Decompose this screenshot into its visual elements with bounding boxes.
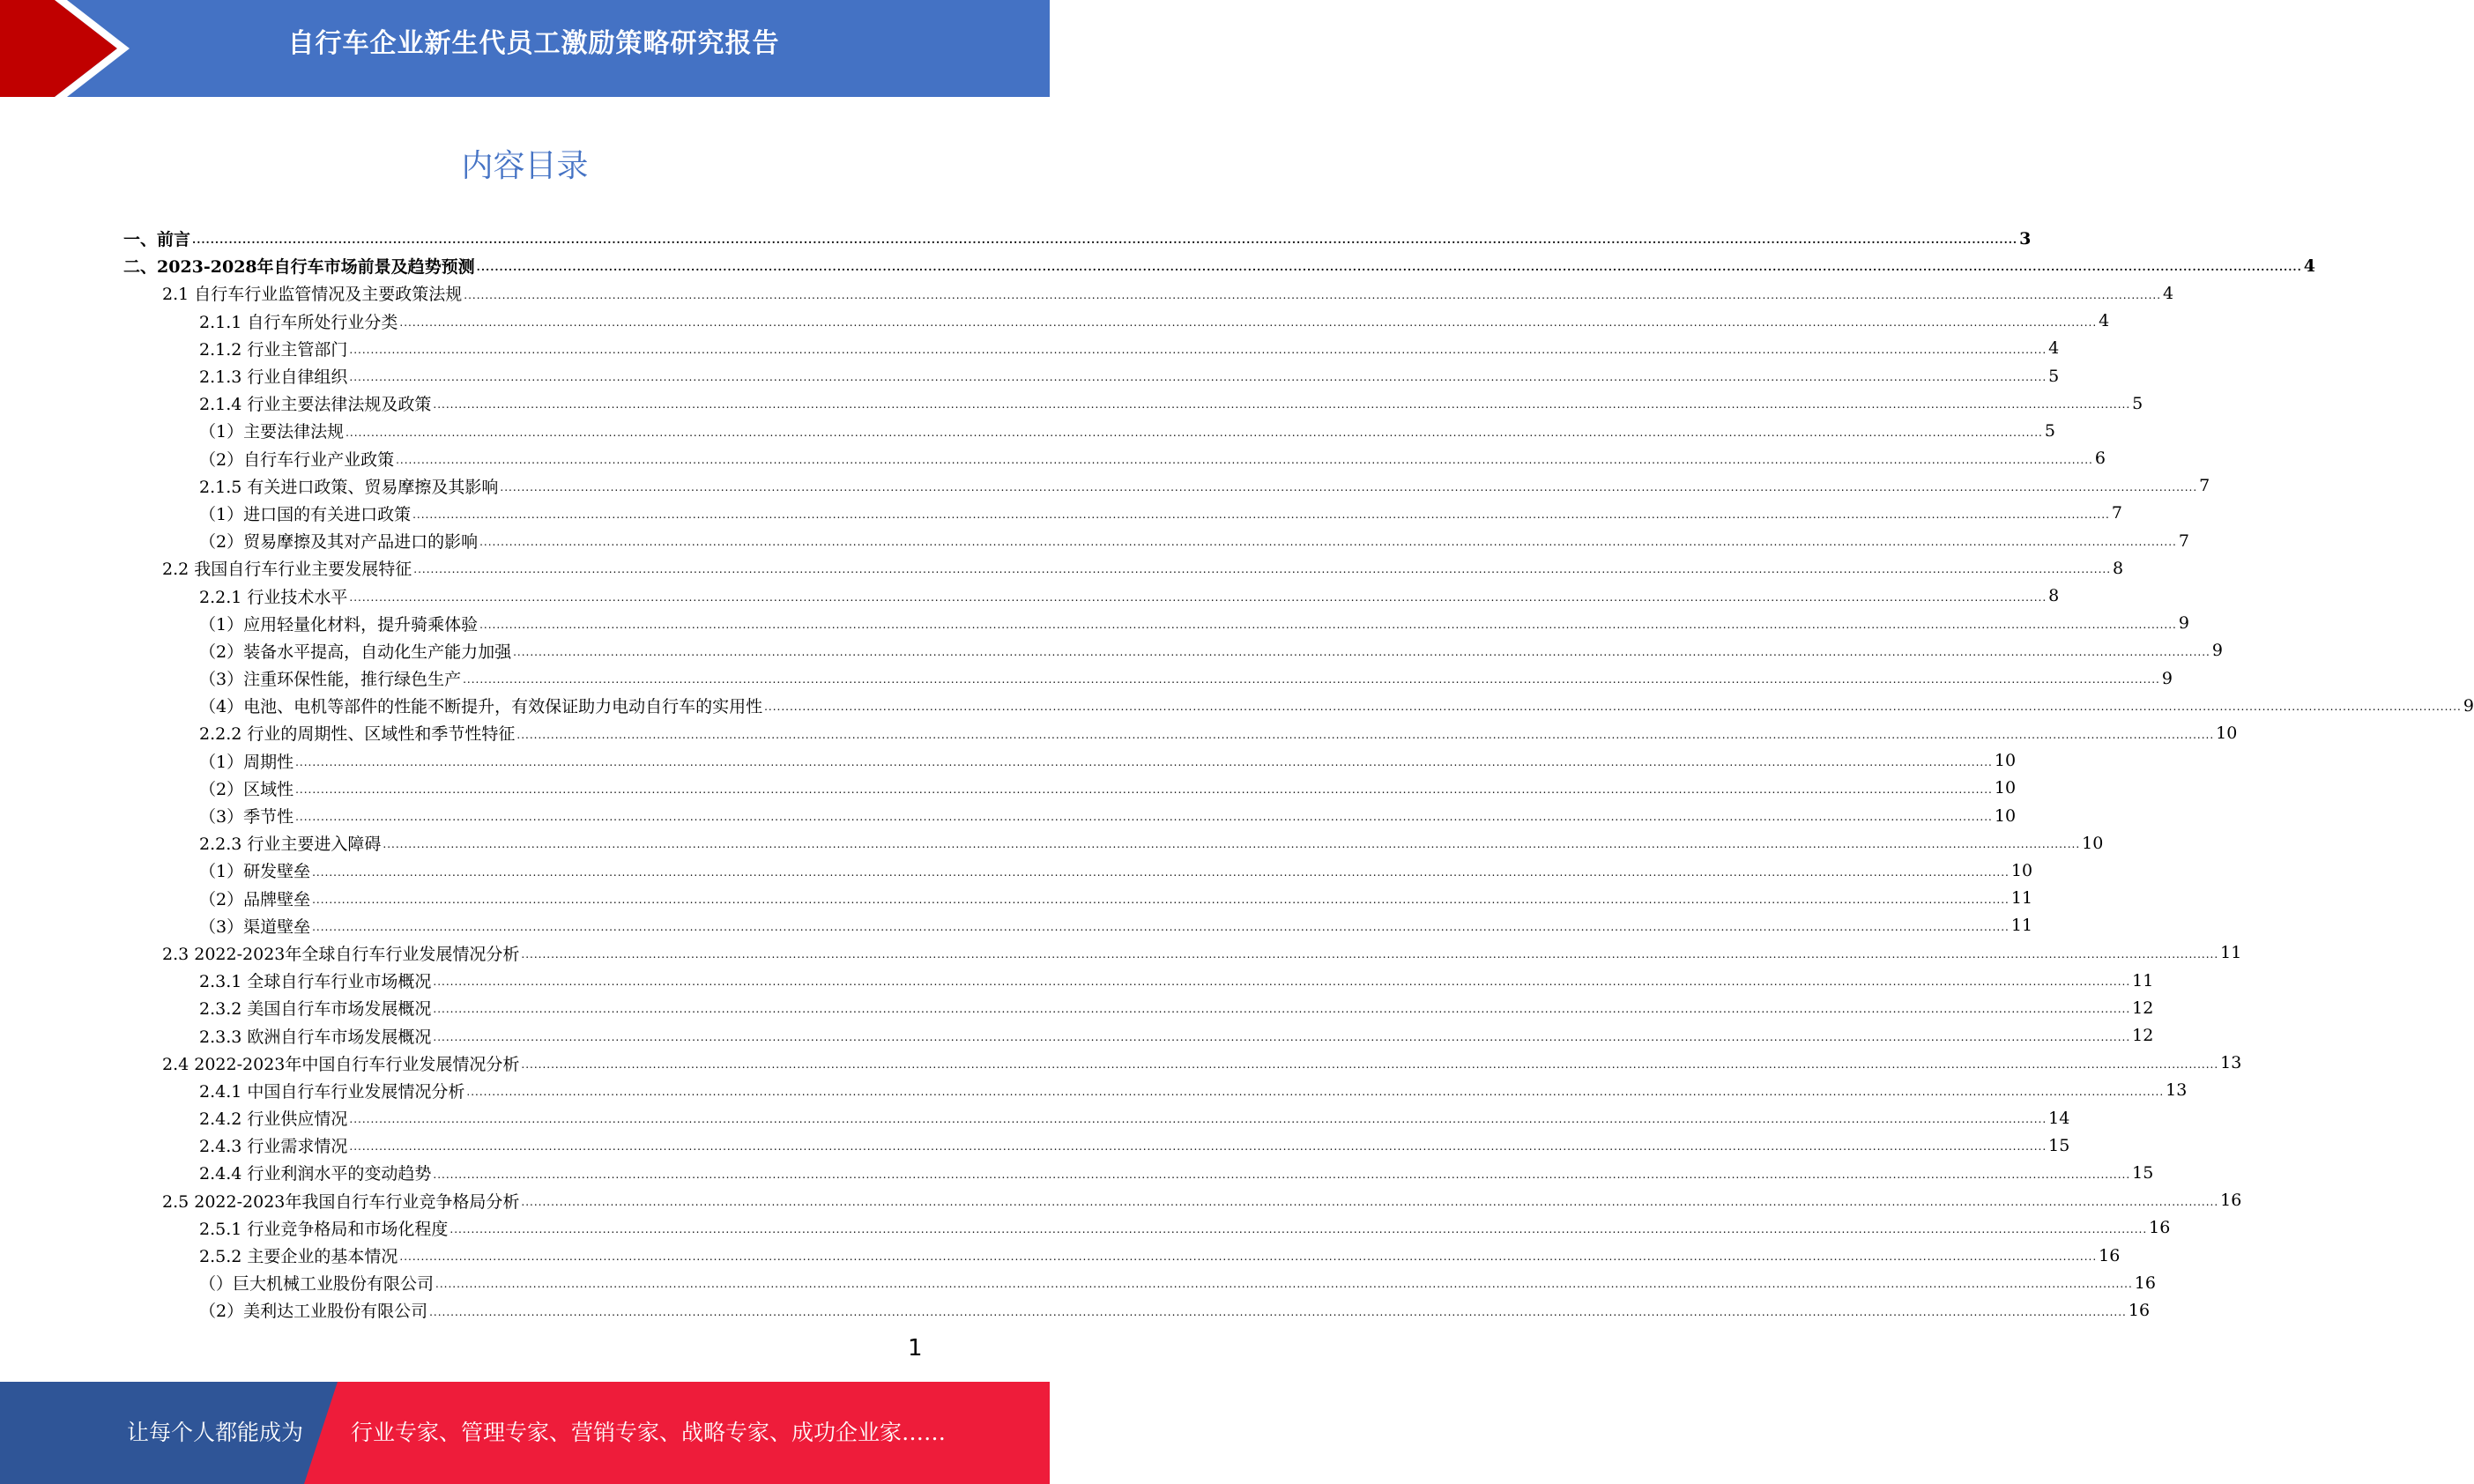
- toc-entry-title: 2.5.1 行业竞争格局和市场化程度: [199, 1219, 449, 1239]
- toc-entry[interactable]: [123, 802, 2017, 829]
- toc-heading: 内容目录: [461, 148, 589, 184]
- toc-entry-page: 16: [2128, 1300, 2151, 1320]
- toc-dot-leader: ................................................................................................................................................................................................................................................................................................................................................................................................................: [396, 453, 2093, 466]
- toc-entry-title: （）巨大机械工业股份有限公司: [199, 1274, 435, 1295]
- toc-entry-page: 3: [2019, 228, 2032, 249]
- toc-entry-page: 16: [2134, 1273, 2156, 1293]
- toc-dot-leader: ................................................................................................................................................................................................................................................................................................................................................................................................................: [349, 371, 2047, 384]
- toc-entry-title: 2.1.2 行业主管部门: [199, 339, 348, 360]
- toc-entry-title: 一、前言: [123, 230, 191, 250]
- toc-entry-page: 9: [2211, 641, 2223, 661]
- page-number: 1: [908, 1335, 923, 1362]
- toc-entry-page: 13: [2166, 1080, 2188, 1101]
- toc-entry-title: （1）进口国的有关进口政策: [199, 504, 412, 524]
- toc-dot-leader: ................................................................................................................................................................................................................................................................................................................................................................................................................: [295, 783, 1993, 796]
- toc-entry[interactable]: [123, 1132, 2070, 1159]
- toc-entry[interactable]: [123, 472, 2210, 500]
- footer-slogan-left: 让每个人都能成为: [127, 1420, 304, 1445]
- toc-entry-title: 2.2 我国自行车行业主要发展特征: [162, 560, 412, 580]
- toc-entry[interactable]: [123, 637, 2223, 664]
- toc-entry-page: 16: [2099, 1245, 2121, 1265]
- toc-entry-title: 2.3.2 美国自行车市场发展概况: [199, 999, 432, 1020]
- toc-entry-title: 2.1.3 行业自律组织: [199, 367, 348, 388]
- toc-entry-page: 12: [2132, 1026, 2154, 1046]
- toc-dot-leader: ................................................................................................................................................................................................................................................................................................................................................................................................................: [192, 234, 2018, 247]
- table-of-contents: [123, 225, 2474, 1324]
- toc-entry-page: 8: [2113, 558, 2124, 578]
- toc-entry-title: 2.1 自行车行业监管情况及主要政策法规: [162, 285, 463, 305]
- toc-entry[interactable]: [123, 308, 2110, 335]
- toc-entry-title: 2.1.4 行业主要法律法规及政策: [199, 395, 432, 415]
- toc-entry-page: 5: [2048, 366, 2060, 386]
- toc-entry-title: 2.5.2 主要企业的基本情况: [199, 1247, 398, 1267]
- toc-entry-page: 10: [2010, 860, 2033, 880]
- toc-entry-page: 5: [2044, 420, 2055, 441]
- toc-entry[interactable]: [123, 527, 2189, 554]
- toc-entry-page: 10: [2216, 723, 2238, 743]
- toc-dot-leader: ................................................................................................................................................................................................................................................................................................................................................................................................................: [433, 1168, 2131, 1181]
- toc-dot-leader: ................................................................................................................................................................................................................................................................................................................................................................................................................: [349, 590, 2047, 604]
- toc-entry[interactable]: [123, 225, 2032, 252]
- toc-entry[interactable]: [123, 417, 2055, 444]
- toc-entry-title: （1）主要法律法规: [199, 422, 345, 442]
- toc-entry-page: 8: [2048, 586, 2060, 606]
- toc-entry[interactable]: [123, 1214, 2171, 1242]
- toc-entry[interactable]: [123, 335, 2060, 362]
- toc-entry-title: 2.2.1 行业技术水平: [199, 587, 348, 607]
- toc-dot-leader: ................................................................................................................................................................................................................................................................................................................................................................................................................: [312, 920, 2010, 933]
- toc-entry[interactable]: [123, 390, 2143, 417]
- toc-entry[interactable]: [123, 1269, 2156, 1296]
- toc-entry-title: 2.4.2 行业供应情况: [199, 1109, 348, 1130]
- toc-dot-leader: ................................................................................................................................................................................................................................................................................................................................................................................................................: [349, 1140, 2047, 1154]
- toc-entry[interactable]: [123, 775, 2017, 802]
- toc-entry-page: 11: [2220, 943, 2242, 963]
- toc-dot-leader: ................................................................................................................................................................................................................................................................................................................................................................................................................: [295, 755, 1993, 768]
- report-title: 自行车企业新生代员工激励策略研究报告: [287, 28, 780, 59]
- toc-entry-page: 9: [2178, 613, 2189, 634]
- toc-entry-title: （3）注重环保性能，推行绿色生产: [199, 670, 462, 690]
- toc-dot-leader: ................................................................................................................................................................................................................................................................................................................................................................................................................: [521, 1057, 2219, 1071]
- toc-entry-title: （2）品牌壁垒: [199, 889, 311, 909]
- toc-entry[interactable]: [123, 279, 2174, 307]
- toc-entry-page: 4: [2163, 283, 2174, 303]
- toc-entry-title: 2.4.1 中国自行车行业发展情况分析: [199, 1081, 465, 1102]
- toc-entry[interactable]: [123, 857, 2033, 884]
- toc-entry[interactable]: [123, 582, 2060, 609]
- footer-slogan-right: 行业专家、管理专家、营销专家、战略专家、成功企业家……: [351, 1420, 947, 1445]
- toc-entry-page: 16: [2220, 1191, 2242, 1211]
- toc-entry-title: （2）区域性: [199, 779, 294, 799]
- toc-entry[interactable]: [123, 994, 2154, 1021]
- toc-entry-page: 4: [2048, 338, 2060, 359]
- toc-entry-title: 2.3.3 欧洲自行车市场发展概况: [199, 1027, 432, 1047]
- toc-entry[interactable]: [123, 1159, 2154, 1186]
- toc-entry-title: （2）美利达工业股份有限公司: [199, 1302, 428, 1322]
- page-footer: [0, 1382, 1050, 1484]
- toc-entry[interactable]: [123, 692, 2474, 719]
- toc-dot-leader: ................................................................................................................................................................................................................................................................................................................................................................................................................: [513, 646, 2210, 658]
- toc-entry[interactable]: [123, 1021, 2154, 1049]
- toc-entry-page: 11: [2010, 888, 2033, 909]
- toc-entry-title: 2.3.1 全球自行车行业市场概况: [199, 972, 432, 992]
- toc-entry-title: 2.4.3 行业需求情况: [199, 1137, 348, 1157]
- toc-entry-title: 2.4.4 行业利润水平的变动趋势: [199, 1164, 432, 1184]
- toc-entry-page: 15: [2048, 1135, 2070, 1155]
- toc-dot-leader: ................................................................................................................................................................................................................................................................................................................................................................................................................: [435, 1278, 2133, 1291]
- toc-entry[interactable]: [123, 1242, 2121, 1269]
- toc-entry-page: 5: [2132, 393, 2143, 413]
- toc-dot-leader: ................................................................................................................................................................................................................................................................................................................................................................................................................: [521, 948, 2219, 961]
- toc-dot-leader: ................................................................................................................................................................................................................................................................................................................................................................................................................: [449, 1222, 2148, 1235]
- toc-dot-leader: ................................................................................................................................................................................................................................................................................................................................................................................................................: [476, 261, 2302, 274]
- toc-entry[interactable]: [123, 1296, 2151, 1324]
- toc-entry-title: （1）周期性: [199, 752, 294, 772]
- toc-dot-leader: ................................................................................................................................................................................................................................................................................................................................................................................................................: [463, 673, 2160, 686]
- toc-entry[interactable]: [123, 939, 2242, 967]
- toc-entry-title: （1）应用轻量化材料，提升骑乘体验: [199, 614, 479, 634]
- toc-entry-title: 2.1.1 自行车所处行业分类: [199, 312, 398, 332]
- toc-entry-title: 2.4 2022-2023年中国自行车行业发展情况分析: [162, 1054, 520, 1074]
- toc-entry-page: 9: [2161, 668, 2173, 688]
- toc-entry-title: （2）自行车行业产业政策: [199, 449, 395, 470]
- toc-entry[interactable]: [123, 1187, 2242, 1214]
- toc-dot-leader: ................................................................................................................................................................................................................................................................................................................................................................................................................: [383, 838, 2081, 851]
- toc-entry[interactable]: [123, 362, 2060, 390]
- toc-entry[interactable]: [123, 252, 2315, 279]
- toc-entry-page: 4: [2099, 311, 2110, 331]
- toc-entry[interactable]: [123, 719, 2238, 746]
- toc-dot-leader: ................................................................................................................................................................................................................................................................................................................................................................................................................: [413, 563, 2112, 576]
- toc-entry-page: 10: [1994, 805, 2017, 826]
- toc-entry[interactable]: [123, 500, 2122, 527]
- toc-dot-leader: ................................................................................................................................................................................................................................................................................................................................................................................................................: [466, 1086, 2165, 1098]
- toc-entry-title: （4）电池、电机等部件的性能不断提升，有效保证助力电动自行车的实用性: [199, 697, 763, 717]
- toc-dot-leader: ................................................................................................................................................................................................................................................................................................................................................................................................................: [312, 865, 2010, 879]
- toc-entry-page: 7: [2111, 503, 2122, 523]
- toc-dot-leader: ................................................................................................................................................................................................................................................................................................................................................................................................................: [464, 288, 2162, 301]
- toc-entry[interactable]: [123, 1104, 2070, 1132]
- toc-dot-leader: ................................................................................................................................................................................................................................................................................................................................................................................................................: [399, 315, 2098, 329]
- toc-dot-leader: ................................................................................................................................................................................................................................................................................................................................................................................................................: [500, 480, 2198, 493]
- toc-entry-page: 12: [2132, 998, 2154, 1018]
- toc-entry[interactable]: [123, 829, 2104, 857]
- toc-entry-title: （2）装备水平提高，自动化生产能力加强: [199, 642, 512, 662]
- toc-entry-title: 2.2.2 行业的周期性、区域性和季节性特征: [199, 724, 516, 745]
- toc-entry[interactable]: [123, 747, 2017, 775]
- toc-entry-page: 10: [2082, 833, 2104, 853]
- toc-dot-leader: ................................................................................................................................................................................................................................................................................................................................................................................................................: [433, 398, 2131, 412]
- toc-entry[interactable]: [123, 554, 2124, 582]
- toc-entry-page: 11: [2132, 970, 2154, 991]
- toc-dot-leader: ................................................................................................................................................................................................................................................................................................................................................................................................................: [295, 811, 1993, 824]
- toc-dot-leader: ................................................................................................................................................................................................................................................................................................................................................................................................................: [345, 426, 2043, 439]
- toc-entry[interactable]: [123, 1077, 2188, 1104]
- toc-entry-page: 11: [2010, 916, 2033, 936]
- toc-entry-page: 6: [2094, 449, 2106, 469]
- toc-entry[interactable]: [123, 885, 2033, 912]
- toc-dot-leader: ................................................................................................................................................................................................................................................................................................................................................................................................................: [349, 1113, 2047, 1126]
- toc-entry-page: 13: [2220, 1053, 2242, 1073]
- toc-entry-page: 14: [2048, 1108, 2070, 1128]
- toc-dot-leader: ................................................................................................................................................................................................................................................................................................................................................................................................................: [764, 701, 2462, 714]
- toc-entry-page: 10: [1994, 778, 2017, 798]
- toc-dot-leader: ................................................................................................................................................................................................................................................................................................................................................................................................................: [399, 1250, 2098, 1264]
- toc-entry-page: 9: [2463, 695, 2474, 716]
- toc-entry[interactable]: [123, 664, 2173, 692]
- toc-dot-leader: ................................................................................................................................................................................................................................................................................................................................................................................................................: [433, 976, 2131, 989]
- toc-entry-title: 2.2.3 行业主要进入障碍: [199, 835, 382, 855]
- toc-entry[interactable]: [123, 610, 2189, 637]
- toc-dot-leader: ................................................................................................................................................................................................................................................................................................................................................................................................................: [429, 1305, 2127, 1318]
- toc-dot-leader: ................................................................................................................................................................................................................................................................................................................................................................................................................: [516, 728, 2215, 741]
- toc-entry-title: （3）渠道壁垒: [199, 916, 311, 937]
- toc-entry-title: 2.1.5 有关进口政策、贸易摩擦及其影响: [199, 477, 499, 497]
- toc-entry[interactable]: [123, 912, 2033, 939]
- toc-entry[interactable]: [123, 445, 2106, 472]
- toc-dot-leader: ................................................................................................................................................................................................................................................................................................................................................................................................................: [412, 508, 2110, 522]
- toc-entry-page: 10: [1994, 751, 2017, 771]
- toc-dot-leader: ................................................................................................................................................................................................................................................................................................................................................................................................................: [433, 1003, 2131, 1016]
- toc-entry-title: （2）贸易摩擦及其对产品进口的影响: [199, 532, 479, 553]
- toc-dot-leader: ................................................................................................................................................................................................................................................................................................................................................................................................................: [479, 536, 2177, 549]
- toc-dot-leader: ................................................................................................................................................................................................................................................................................................................................................................................................................: [521, 1195, 2219, 1208]
- toc-dot-leader: ................................................................................................................................................................................................................................................................................................................................................................................................................: [349, 343, 2047, 356]
- toc-entry-title: 2.5 2022-2023年我国自行车行业竞争格局分析: [162, 1191, 520, 1212]
- toc-entry-title: 2.3 2022-2023年全球自行车行业发展情况分析: [162, 944, 520, 964]
- page-header: [0, 0, 1050, 97]
- toc-dot-leader: ................................................................................................................................................................................................................................................................................................................................................................................................................: [312, 893, 2010, 906]
- toc-entry-page: 16: [2149, 1218, 2171, 1238]
- toc-entry-title: （1）研发壁垒: [199, 862, 311, 882]
- toc-entry[interactable]: [123, 967, 2154, 994]
- toc-entry[interactable]: [123, 1050, 2242, 1077]
- toc-dot-leader: ................................................................................................................................................................................................................................................................................................................................................................................................................: [479, 618, 2177, 631]
- toc-entry-title: （3）季节性: [199, 807, 294, 827]
- toc-entry-page: 7: [2199, 476, 2210, 496]
- toc-entry-page: 15: [2132, 1162, 2154, 1183]
- toc-dot-leader: ................................................................................................................................................................................................................................................................................................................................................................................................................: [433, 1030, 2131, 1043]
- toc-entry-page: 4: [2303, 256, 2315, 276]
- toc-entry-page: 7: [2178, 531, 2189, 551]
- toc-entry-title: 二、2023-2028年自行车市场前景及趋势预测: [123, 257, 475, 278]
